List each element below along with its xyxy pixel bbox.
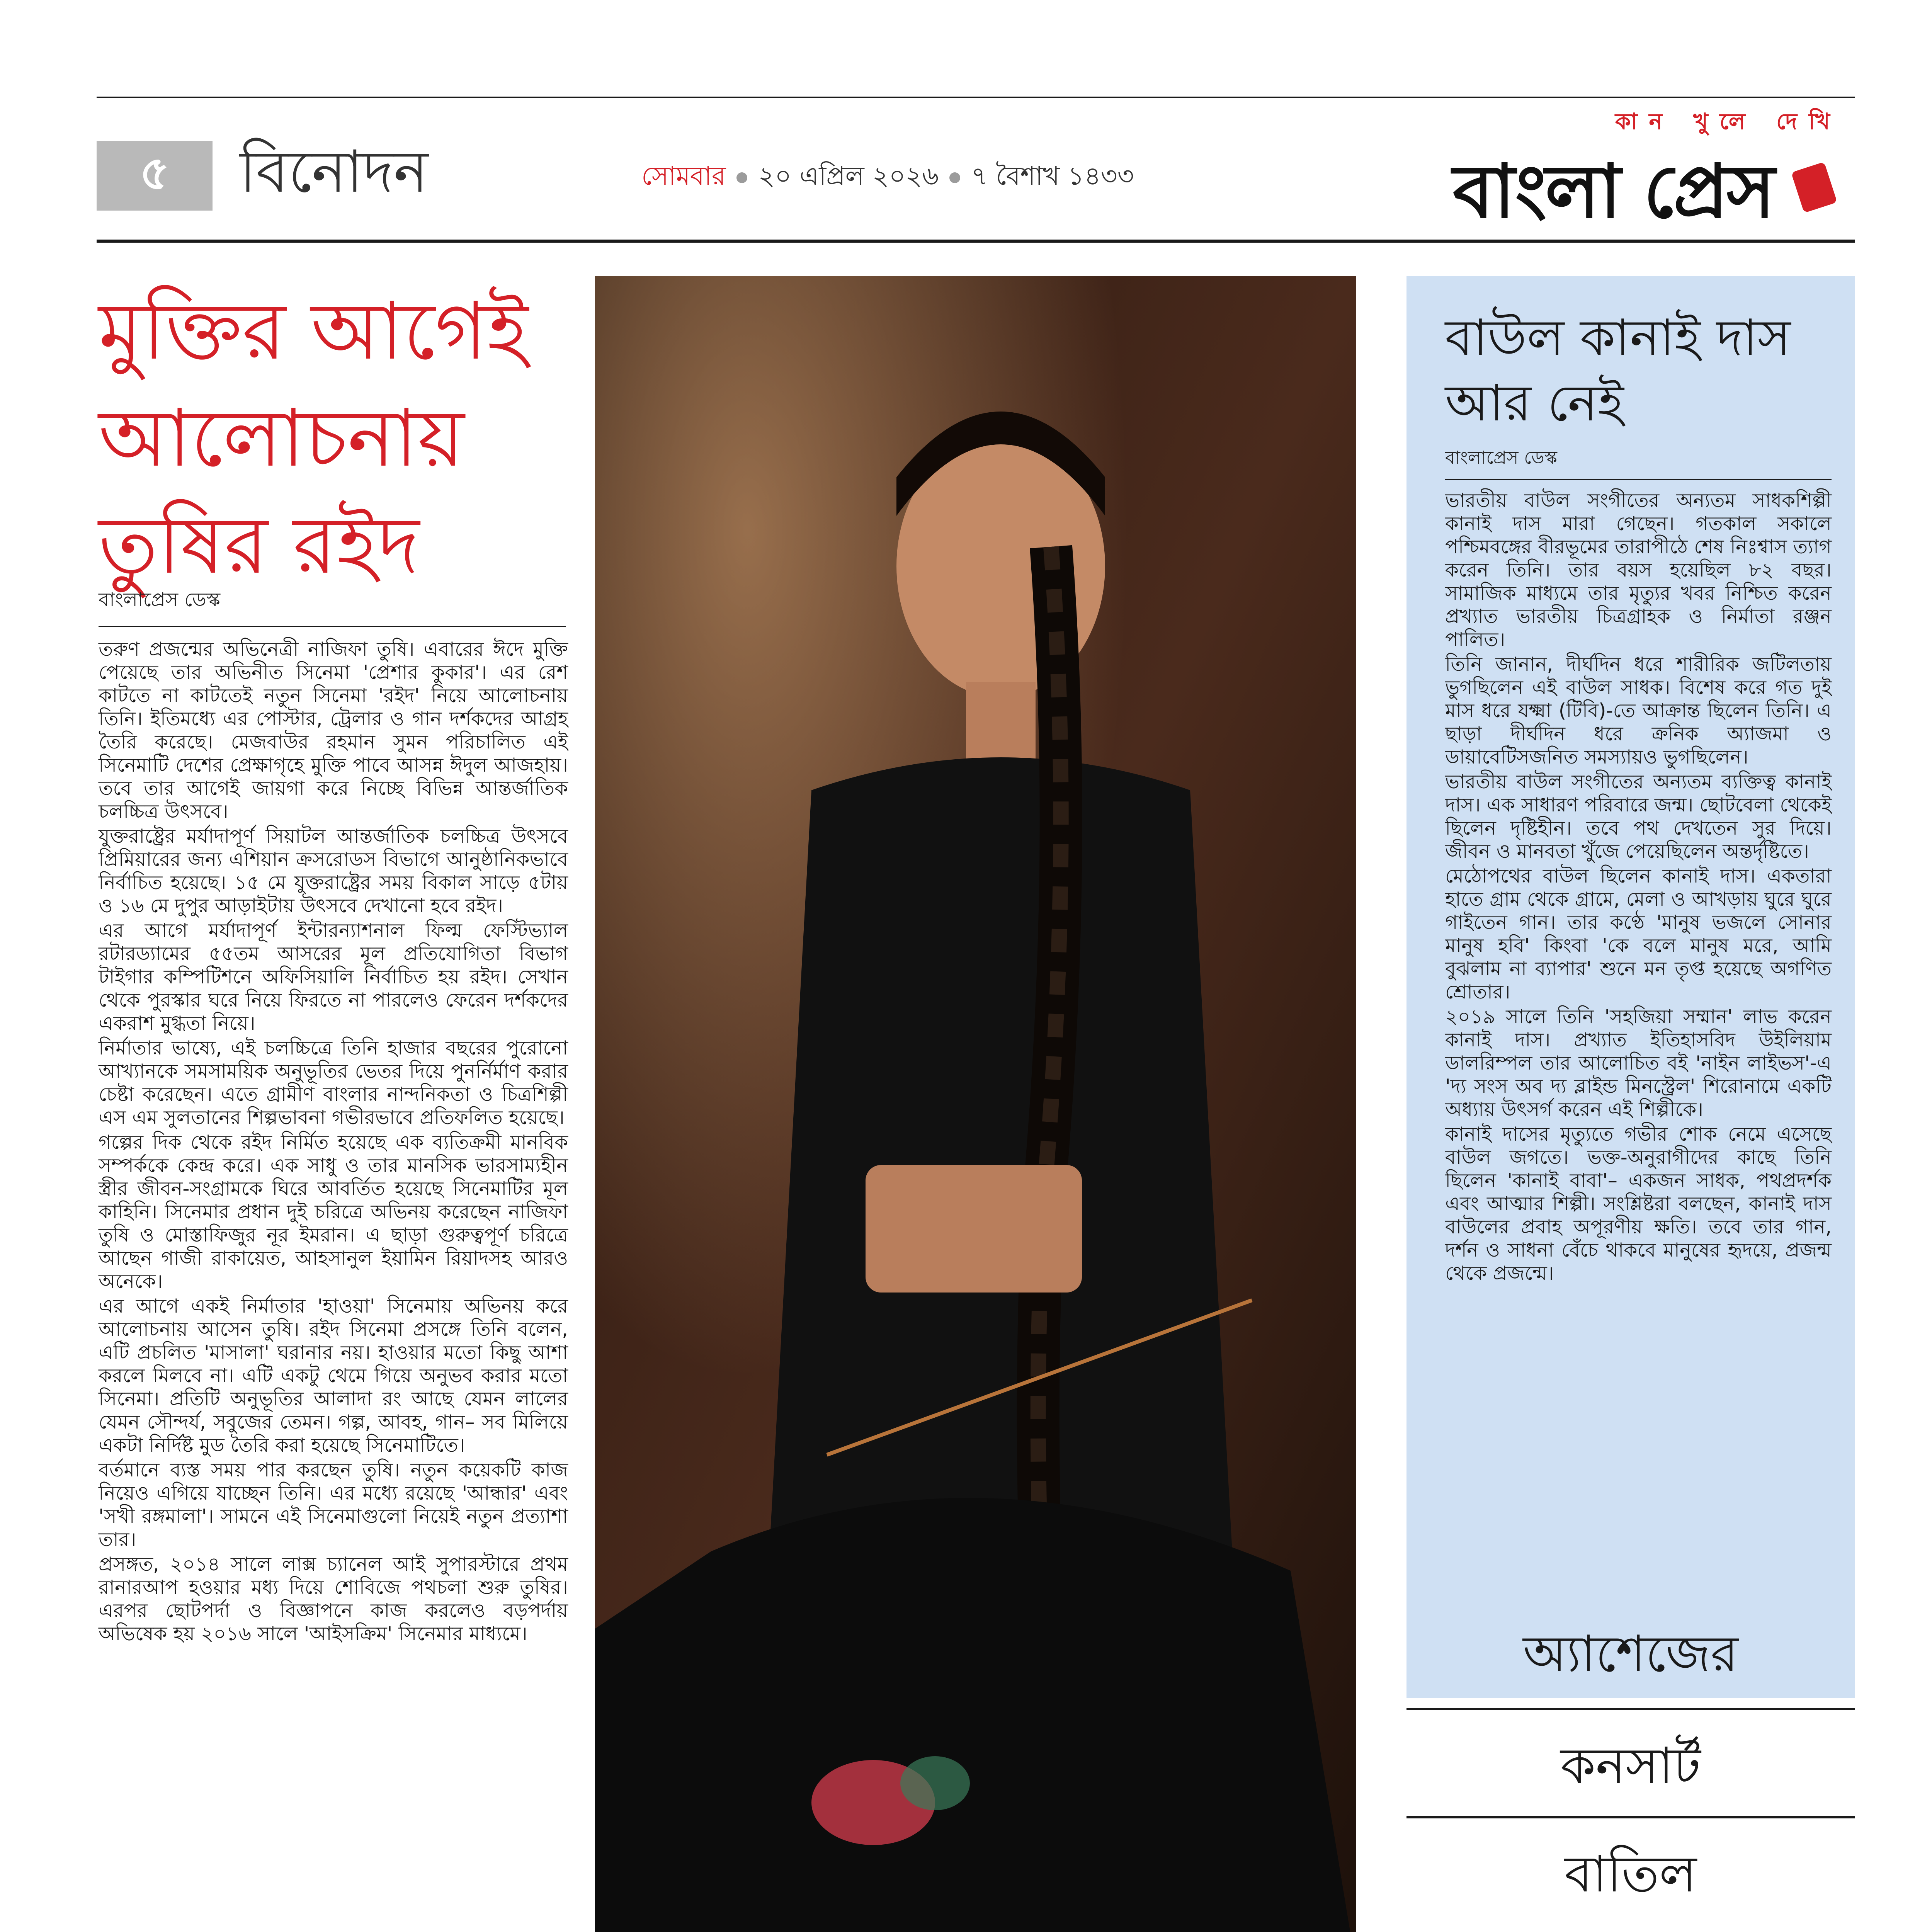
page-number-box <box>97 141 213 211</box>
dateline-bangla: ৭ বৈশাখ ১৪৩৩ <box>971 161 1134 191</box>
sidebar-baul-headline: বাউল কানাই দাস আর নেই <box>1445 308 1791 432</box>
dateline-day: সোমবার <box>641 161 726 191</box>
concert-headline-line: বাতিল <box>1565 1845 1697 1903</box>
dot-separator-icon <box>949 172 960 183</box>
lead-body <box>99 638 568 1647</box>
lead-byline-rule <box>99 626 566 627</box>
paragraph: ভারতীয় বাউল সংগীতের অন্যতম সাধকশিল্পী কানাই দাস মারা গেছেন। গতকাল সকালে পশ্চিমবঙ্গের বীরভূমের তারাপীঠে শেষ নিঃশ্বাস ত্যাগ করেন তিনি। তার বয়স হয়েছিল ৮২ বছর। সামাজিক মাধ্যমে তার মৃত্যুর খবর নিশ্চিত করেন প্রখ্যাত ভারতীয় চিত্রগ্রাহক ও নির্মাতা রঞ্জন পালিত। <box>1445 489 1832 651</box>
portrait-illustration <box>595 276 1356 1932</box>
lead-photo <box>595 276 1356 1932</box>
header-bottom-rule <box>97 240 1855 243</box>
paragraph: মেঠোপথের বাউল ছিলেন কানাই দাস। একতারা হাতে গ্রাম থেকে গ্রামে, মেলা ও আখড়ায় ঘুরে ঘুরে গাইতেন গান। তার কণ্ঠে 'মানুষ ভজলে সোনার মানুষ হবি' কিংবা 'কে বলে মানুষ মরে, আমি বুঝলাম না ব্যাপার' শুনে মন তৃপ্ত হয়েছে অগণিত শ্রোতার। <box>1445 865 1832 1003</box>
concert-headline-line: কনসার্ট <box>1560 1736 1701 1795</box>
paragraph: প্রসঙ্গত, ২০১৪ সালে লাক্স চ্যানেল আই সুপারস্টারে প্রথম রানারআপ হওয়ার মধ্য দিয়ে শোবিজে পথচলা শুরু তুষির। এরপর ছোটপর্দা ও বিজ্ঞাপনে কাজ করলেও বড়পর্দায় অভিষেক হয় ২০১৬ সালে 'আইসক্রিম' সিনেমার মাধ্যমে। <box>99 1553 568 1645</box>
concert-headline-rule <box>1406 1816 1855 1818</box>
masthead-logo-mark-icon <box>1791 162 1837 213</box>
concert-headline-line: অ্যাশেজের <box>1523 1624 1738 1683</box>
page-number: ৫ <box>139 145 170 200</box>
sidebar-baul-rule <box>1445 479 1832 480</box>
top-border <box>97 97 1855 98</box>
paragraph: এর আগে একই নির্মাতার 'হাওয়া' সিনেমায় অভিনয় করে আলোচনায় আসেন তুষি। রইদ সিনেমা প্রসঙ্গে তিনি বলেন, এটি প্রচলিত 'মাসালা' ঘরানার নয়। হাওয়ার মতো কিছু আশা করলে মিলবে না। এটি একটু থেমে গিয়ে অনুভব করার মতো সিনেমা। প্রতিটি অনুভূতির আলাদা রং আছে যেমন লালের যেমন সৌন্দর্য, সবুজের তেমন। গল্প, আবহ, গান– সব মিলিয়ে একটা নির্দিষ্ট মুড তৈরি করা হয়েছে সিনেমাটিতে। <box>99 1295 568 1456</box>
paragraph: কানাই দাসের মৃত্যুতে গভীর শোক নেমে এসেছে বাউল জগতে। ভক্ত-অনুরাগীদের কাছে তিনি ছিলেন 'কানাই বাবা'– একজন সাধক, পথপ্রদর্শক এবং আত্মার শিল্পী। সংশ্লিষ্টরা বলছেন, কানাই দাস বাউলের প্রবাহ অপূরণীয় ক্ষতি। তবে তার গান, দর্শন ও সাধনা বেঁচে থাকবে মানুষের হৃদয়ে, প্রজন্ম থেকে প্রজন্মে। <box>1445 1123 1832 1284</box>
paragraph: তরুণ প্রজন্মের অভিনেত্রী নাজিফা তুষি। এবারের ঈদে মুক্তি পেয়েছে তার অভিনীত সিনেমা 'প্রেশার কুকার'। এর রেশ কাটতে না কাটতেই নতুন সিনেমা 'রইদ' নিয়ে আলোচনায় তিনি। ইতিমধ্যে এর পোস্টার, ট্রেলার ও গান দর্শকদের আগ্রহ তৈরি করেছে। মেজবাউর রহমান সুমন পরিচালিত এই সিনেমাটি দেশের প্রেক্ষাগৃহে মুক্তি পাবে আসন্ন ঈদুল আজহায়। তবে তার আগেই জায়গা করে নিচ্ছে বিভিন্ন আন্তর্জাতিক চলচ্চিত্র উৎসবে। <box>99 638 568 823</box>
paragraph: নির্মাতার ভাষ্যে, এই চলচ্চিত্রে তিনি হাজার বছরের পুরোনো আখ্যানকে সমসাময়িক অনুভূতির ভেতর দিয়ে পুনর্নির্মাণ করার চেষ্টা করেছেন। এতে গ্রামীণ বাংলার নান্দনিকতা ও চিত্রশিল্পী এস এম সুলতানের শিল্পভাবনা গভীরভাবে প্রতিফলিত হয়েছে। <box>99 1037 568 1129</box>
masthead-tagline: কান খুলে দেখি <box>1615 108 1842 134</box>
dot-separator-icon <box>736 172 747 183</box>
paragraph: ভারতীয় বাউল সংগীতের অন্যতম ব্যক্তিত্ব কানাই দাস। এক সাধারণ পরিবারে জন্ম। ছোটবেলা থেকেই ছিলেন দৃষ্টিহীন। তবে পথ দেখতেন সুর দিয়ে। জীবন ও মানবতা খুঁজে পেয়েছিলেন অন্তর্দৃষ্টিতে। <box>1445 770 1832 862</box>
paragraph: এর আগে মর্যাদাপূর্ণ ইন্টারন্যাশনাল ফিল্ম ফেস্টিভ্যাল রটারড্যামের ৫৫তম আসরের মূল প্রতিযোগিতা বিভাগ টাইগার কম্পিটিশনে অফিসিয়ালি নির্বাচিত হয় রইদ। সেখান থেকে পুরস্কার ঘরে নিয়ে ফিরতে না পারলেও ফেরেন দর্শকদের একরাশ মুগ্ধতা নিয়ে। <box>99 919 568 1034</box>
paragraph: যুক্তরাষ্ট্রের মর্যাদাপূর্ণ সিয়াটল আন্তর্জাতিক চলচ্চিত্র উৎসবে প্রিমিয়ারের জন্য এশিয়ান ক্রসরোডস বিভাগে আনুষ্ঠানিকভাবে নির্বাচিত হয়েছে। ১৫ মে যুক্তরাষ্ট্রের সময় বিকাল সাড়ে ৫টায় ও ১৬ মে দুপুর আড়াইটায় উৎসবে দেখানো হবে রইদ। <box>99 825 568 917</box>
paragraph: বর্তমানে ব্যস্ত সময় পার করছেন তুষি। নতুন কয়েকটি কাজ নিয়েও এগিয়ে যাচ্ছেন তিনি। এর মধ্যে রয়েছে 'আন্ধার' এবং 'সখী রঙ্গমালা'। সামনে এই সিনেমাগুলো নিয়েই নতুন প্রত্যাশা তার। <box>99 1459 568 1551</box>
section-name: বিনোদন <box>240 138 429 206</box>
masthead-logo: বাংলা প্রেস <box>1453 148 1774 234</box>
lead-byline: বাংলাপ্রেস ডেস্ক <box>99 588 221 611</box>
sidebar-baul-body <box>1445 489 1832 1286</box>
sidebar-baul-byline: বাংলাপ্রেস ডেস্ক <box>1445 447 1557 468</box>
paragraph: ২০১৯ সালে তিনি 'সহজিয়া সম্মান' লাভ করেন কানাই দাস। প্রখ্যাত ইতিহাসবিদ উইলিয়াম ডালরিম্পল তার আলোচিত বই 'নাইন লাইভস'-এ 'দ্য সংস অব দ্য ব্লাইন্ড মিনস্ট্রেল' শিরোনামে একটি অধ্যায় উৎসর্গ করেন এই শিল্পীকে। <box>1445 1005 1832 1121</box>
paragraph: গল্পের দিক থেকে রইদ নির্মিত হয়েছে এক ব্যতিক্রমী মানবিক সম্পর্ককে কেন্দ্র করে। এক সাধু ও তার মানসিক ভারসাম্যহীন স্ত্রীর জীবন-সংগ্রামকে ঘিরে আবর্তিত হয়েছে সিনেমাটির মূল কাহিনি। সিনেমার প্রধান দুই চরিত্রে অভিনয় করেছেন নাজিফা তুষি ও মোস্তাফিজুর নূর ইমরান। এ ছাড়া গুরুত্বপূর্ণ চরিত্রে আছেন গাজী রাকায়েত, আহসানুল ইয়ামিন রিয়াদসহ আরও অনেকে। <box>99 1131 568 1293</box>
dateline-gregorian: ২০ এপ্রিল ২০২৬ <box>758 161 939 191</box>
concert-headline-rule <box>1406 1708 1855 1710</box>
paragraph: তিনি জানান, দীর্ঘদিন ধরে শারীরিক জটিলতায় ভুগছিলেন এই বাউল সাধক। বিশেষ করে গত দুই মাস ধরে যক্ষ্মা (টিবি)-তে আক্রান্ত ছিলেন তিনি। এ ছাড়া দীর্ঘদিন ধরে ক্রনিক অ্যাজমা ও ডায়াবেটিসজনিত সমস্যায়ও ভুগছিলেন। <box>1445 653 1832 768</box>
dateline <box>641 156 1134 199</box>
lead-headline: মুক্তির আগেই আলোচনায় তুষির রইদ <box>99 286 529 592</box>
